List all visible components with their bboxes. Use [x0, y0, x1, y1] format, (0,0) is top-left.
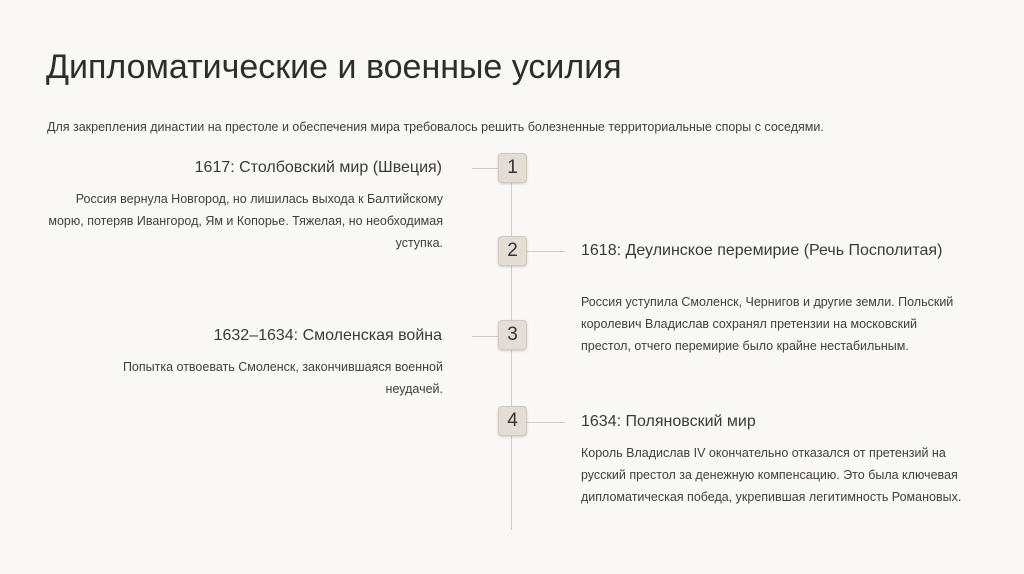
event-4-text: Король Владислав IV окончательно отказался от претензий на русский престол за денежную компенсацию. Это была ключевая дипломатическая победа, укрепившая легитимность Романовых. [581, 446, 962, 504]
event-2-title: 1618: Деулинское перемирие (Речь Посполитая) [581, 242, 943, 259]
event-3-title: 1632–1634: Смоленская война [213, 327, 442, 344]
connector-1 [472, 168, 498, 169]
event-4-title: 1634: Поляновский мир [581, 413, 756, 430]
slide-title: Дипломатические и военные усилия [46, 48, 622, 86]
timeline-marker-3: 3 [498, 320, 527, 350]
timeline-marker-4: 4 [498, 406, 527, 436]
timeline-marker-2: 2 [498, 236, 527, 266]
connector-2 [527, 251, 565, 252]
connector-4 [527, 422, 565, 423]
event-2-text: Россия уступила Смоленск, Чернигов и другие земли. Польский королевич Владислав сохранял претензии на московский престол, отчего перемирие было крайне нестабильным. [581, 295, 954, 353]
slide-intro: Для закрепления династии на престоле и обеспечения мира требовалось решить болезненные территориальные споры с соседями. [47, 120, 824, 134]
timeline-marker-1: 1 [498, 153, 527, 183]
connector-3 [472, 336, 498, 337]
event-1-text: Россия вернула Новгород, но лишилась выхода к Балтийскому морю, потеряв Ивангород, Ям и Копорье. Тяжелая, но необходимая уступка. [48, 192, 443, 250]
event-3-text: Попытка отвоевать Смоленск, закончившаяся военной неудачей. [122, 360, 443, 396]
event-1-title: 1617: Столбовский мир (Швеция) [194, 159, 442, 176]
